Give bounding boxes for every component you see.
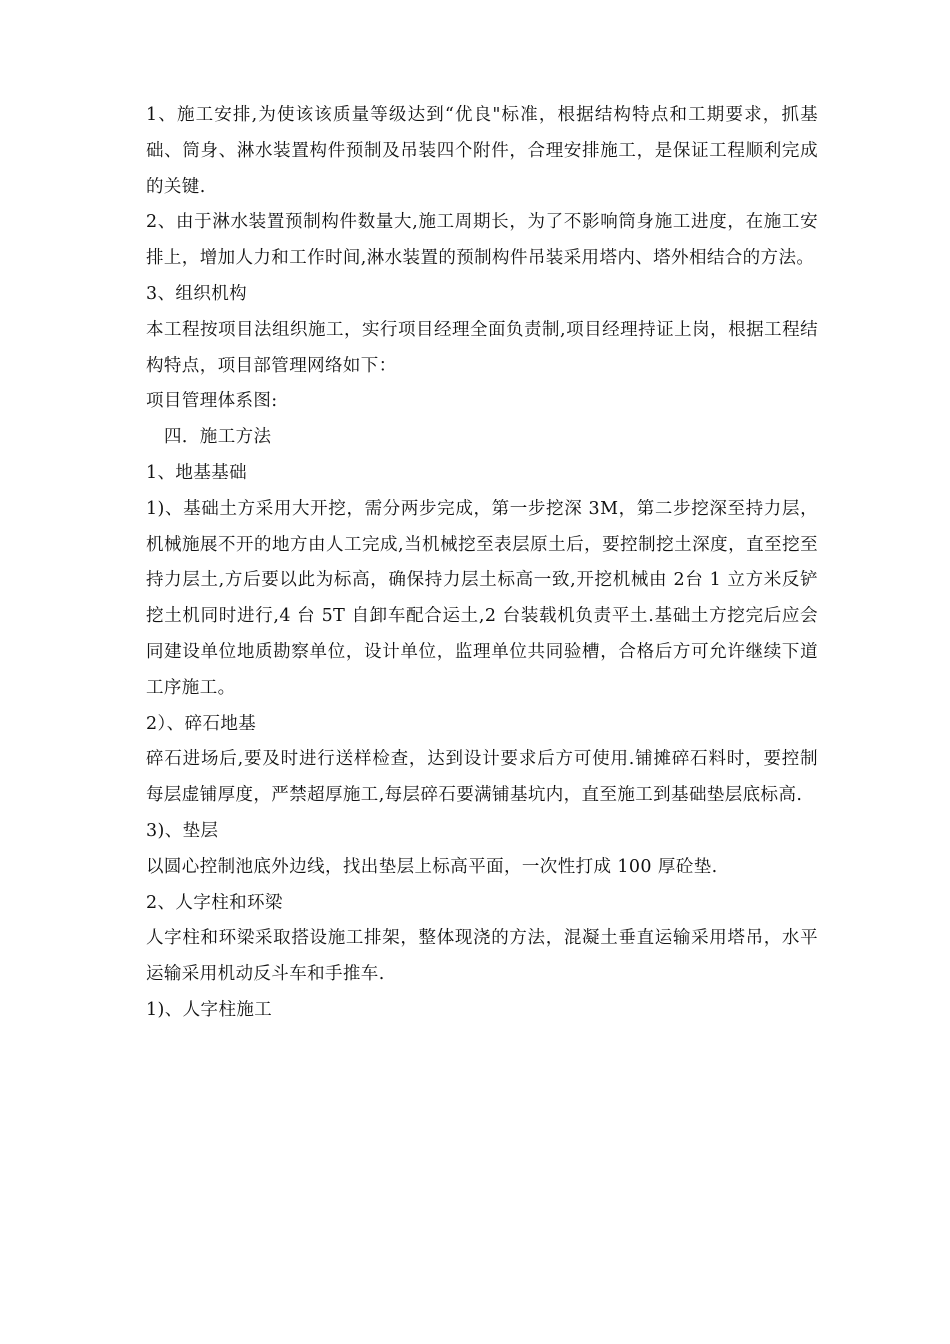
document-body [146,98,818,1029]
label-management-diagram: 项目管理体系图: [146,391,278,412]
paragraph-cushion-layer: 以圆心控制池底外边线，找出垫层上标高平面，一次性打成 100 厚砼垫. [146,856,718,877]
paragraph-gravel: 碎石进场后,要及时进行送样检查，达到设计要求后方可使用.铺摊碎石料时，要控制每层虚铺厚度，严禁超厚施工,每层碎石要满铺基坑内，直至施工到基础垫层底标高. [146,749,818,806]
paragraph-earthwork: 1)、基础土方采用大开挖，需分两步完成，第一步挖深 3M，第二步挖深至持力层，机械施展不开的地方由人工完成,当机械挖至表层原土后，要控制挖土深度，直至挖至持力层土,方后要以此为标高，确保持力层土标高一致,开挖机械由 2台 1 立方米反铲挖土机同时进行,4 台 5T 自卸车配合运土,2 台装载机负责平土.基础土方挖完后应会同建设单位地质勘察单位，设计单位，监理单位共同验槽，合格后方可允许继续下道工序施工。 [146,498,818,698]
heading-gravel-foundation: 2）、碎石地基 [146,713,257,734]
paragraph-construction-arrangement: 1、施工安排,为使该该质量等级达到“优良"标准，根据结构特点和工期要求，抓基础、筒身、淋水装置构件预制及吊装四个附件，合理安排施工，是保证工程顺利完成的关键. [146,105,818,197]
heading-columns-ring-beam: 2、人字柱和环梁 [146,892,283,913]
section-heading-construction-methods: 四．施工方法 [164,427,272,448]
paragraph-columns-ring-beam: 人字柱和环梁采取搭设施工排架，整体现浇的方法，混凝土垂直运输采用塔吊，水平运输采用机动反斗车和手推车. [146,928,818,985]
heading-foundation: 1、地基基础 [146,462,248,483]
paragraph-project-method: 本工程按项目法组织施工，实行项目经理全面负责制,项目经理持证上岗，根据工程结构特点，项目部管理网络如下： [146,319,818,376]
heading-cushion-layer: 3)、垫层 [146,820,219,841]
heading-organization: 3、组织机构 [146,283,248,304]
paragraph-prefab-components: 2、由于淋水装置预制构件数量大,施工周期长，为了不影响筒身施工进度，在施工安排上，增加人力和工作时间,淋水装置的预制构件吊装采用塔内、塔外相结合的方法。 [146,212,818,269]
heading-column-construction: 1)、人字柱施工 [146,999,273,1020]
